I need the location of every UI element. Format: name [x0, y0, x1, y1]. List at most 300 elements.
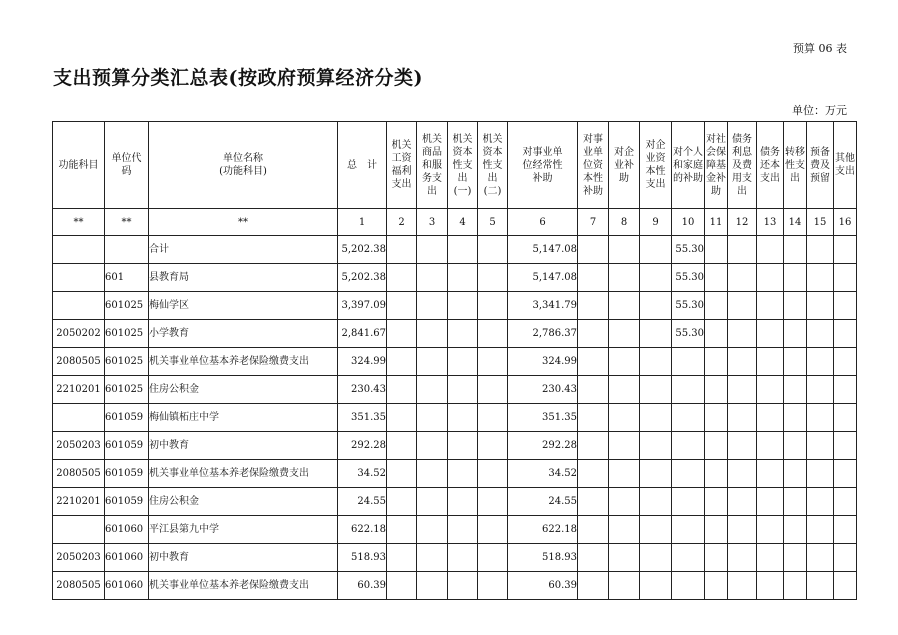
column-header-line: 费及: [810, 159, 830, 171]
empty-cell: [784, 404, 807, 432]
empty-cell: [417, 572, 448, 600]
column-index-cell: **: [105, 209, 149, 236]
column-index-cell: 4: [448, 209, 478, 236]
column-header-line: 还本: [760, 159, 780, 171]
column-header-line: 总 计: [347, 159, 377, 171]
household-subsidy-cell: [672, 432, 705, 460]
empty-cell: [728, 544, 757, 572]
empty-cell: [784, 236, 807, 264]
empty-cell: [578, 348, 609, 376]
column-header-1: [105, 122, 149, 209]
column-header-line: (一): [453, 185, 472, 197]
column-header-line: 单位名称: [223, 153, 263, 164]
total-cell: 5,202.38: [338, 264, 387, 292]
unit-code-cell: 601059: [105, 432, 149, 460]
column-header-line: 对事: [583, 133, 603, 145]
empty-cell: [578, 376, 609, 404]
empty-cell: [834, 236, 857, 264]
empty-cell: [705, 544, 728, 572]
empty-cell: [784, 376, 807, 404]
empty-cell: [609, 376, 640, 404]
institution-subsidy-cell: 518.93: [508, 544, 578, 572]
column-header-line: 出: [790, 172, 800, 184]
empty-cell: [807, 292, 834, 320]
empty-cell: [387, 544, 417, 572]
column-header-line: 债务: [760, 146, 780, 158]
table-row: [53, 320, 857, 348]
institution-subsidy-cell: 34.52: [508, 460, 578, 488]
empty-cell: [784, 432, 807, 460]
empty-cell: [784, 488, 807, 516]
column-header-17: [807, 122, 834, 209]
unit-code-cell: 601025: [105, 348, 149, 376]
table-row: [53, 264, 857, 292]
household-subsidy-cell: [672, 544, 705, 572]
empty-cell: [640, 348, 672, 376]
empty-cell: [807, 404, 834, 432]
empty-cell: [728, 376, 757, 404]
column-header-line: 金补: [706, 172, 726, 184]
empty-cell: [478, 320, 508, 348]
column-header-line: 务支: [422, 172, 442, 184]
empty-cell: [448, 292, 478, 320]
empty-cell: [387, 264, 417, 292]
institution-subsidy-cell: 230.43: [508, 376, 578, 404]
empty-cell: [578, 516, 609, 544]
empty-cell: [728, 236, 757, 264]
empty-cell: [417, 460, 448, 488]
empty-cell: [705, 460, 728, 488]
empty-cell: [640, 432, 672, 460]
empty-cell: [757, 432, 784, 460]
empty-cell: [834, 404, 857, 432]
column-header-9: [578, 122, 609, 209]
empty-cell: [757, 264, 784, 292]
empty-cell: [578, 320, 609, 348]
empty-cell: [478, 404, 508, 432]
empty-cell: [784, 264, 807, 292]
empty-cell: [834, 292, 857, 320]
column-header-line: 本性: [583, 172, 603, 184]
column-header-line: 单位代: [111, 153, 142, 164]
column-header-16: [784, 122, 807, 209]
table-row: [53, 376, 857, 404]
column-index-row: [53, 209, 857, 236]
total-cell: 3,397.09: [338, 292, 387, 320]
empty-cell: [757, 488, 784, 516]
empty-cell: [478, 236, 508, 264]
column-header-line: 利息: [732, 146, 752, 158]
column-index-cell: 6: [508, 209, 578, 236]
empty-cell: [417, 376, 448, 404]
empty-cell: [640, 544, 672, 572]
empty-cell: [478, 432, 508, 460]
function-code-cell: 2080505: [53, 572, 105, 600]
empty-cell: [757, 516, 784, 544]
empty-cell: [807, 460, 834, 488]
empty-cell: [448, 376, 478, 404]
function-code-cell: 2050202: [53, 320, 105, 348]
column-index-cell: **: [53, 209, 105, 236]
empty-cell: [757, 236, 784, 264]
column-header-line: 功能科目: [58, 159, 99, 171]
empty-cell: [578, 404, 609, 432]
column-header-line: 出: [487, 172, 498, 184]
empty-cell: [609, 404, 640, 432]
column-header-12: [672, 122, 705, 209]
unit-code-cell: 601025: [105, 376, 149, 404]
empty-cell: [807, 348, 834, 376]
column-header-line: 机关: [422, 133, 442, 145]
column-header-line: 补助: [532, 172, 553, 184]
empty-cell: [640, 376, 672, 404]
column-header-line: 及费: [732, 159, 752, 171]
empty-cell: [834, 544, 857, 572]
total-cell: 518.93: [338, 544, 387, 572]
empty-cell: [387, 404, 417, 432]
empty-cell: [807, 432, 834, 460]
function-code-cell: 2050203: [53, 544, 105, 572]
empty-cell: [448, 488, 478, 516]
empty-cell: [448, 348, 478, 376]
empty-cell: [705, 320, 728, 348]
empty-cell: [807, 544, 834, 572]
household-subsidy-cell: [672, 572, 705, 600]
empty-cell: [757, 572, 784, 600]
empty-cell: [807, 264, 834, 292]
empty-cell: [609, 292, 640, 320]
column-header-line: 出: [737, 185, 747, 197]
household-subsidy-cell: 55.30: [672, 264, 705, 292]
column-header-line: (功能科目): [219, 166, 267, 177]
column-header-line: 助: [619, 172, 629, 184]
household-subsidy-cell: 55.30: [672, 292, 705, 320]
empty-cell: [448, 404, 478, 432]
function-code-cell: [53, 236, 105, 264]
unit-name-cell: 初中教育: [149, 544, 338, 572]
empty-cell: [417, 320, 448, 348]
empty-cell: [728, 292, 757, 320]
table-row: [53, 432, 857, 460]
empty-cell: [705, 488, 728, 516]
empty-cell: [478, 460, 508, 488]
column-header-11: [640, 122, 672, 209]
total-cell: 230.43: [338, 376, 387, 404]
empty-cell: [705, 264, 728, 292]
empty-cell: [578, 264, 609, 292]
household-subsidy-cell: 55.30: [672, 236, 705, 264]
empty-cell: [478, 572, 508, 600]
empty-cell: [640, 320, 672, 348]
empty-cell: [387, 292, 417, 320]
institution-subsidy-cell: 24.55: [508, 488, 578, 516]
empty-cell: [448, 544, 478, 572]
unit-code-cell: 601025: [105, 320, 149, 348]
table-row: [53, 348, 857, 376]
function-code-cell: 2080505: [53, 348, 105, 376]
column-header-line: 和服: [422, 159, 442, 171]
column-header-line: 业资: [645, 153, 666, 164]
column-header-line: 债务: [732, 133, 752, 145]
empty-cell: [478, 516, 508, 544]
total-cell: 2,841.67: [338, 320, 387, 348]
table-row: [53, 516, 857, 544]
column-header-2: [149, 122, 338, 209]
household-subsidy-cell: [672, 404, 705, 432]
empty-cell: [417, 488, 448, 516]
empty-cell: [387, 488, 417, 516]
empty-cell: [417, 348, 448, 376]
empty-cell: [448, 460, 478, 488]
column-index-cell: 15: [807, 209, 834, 236]
institution-subsidy-cell: 5,147.08: [508, 264, 578, 292]
column-header-7: [478, 122, 508, 209]
empty-cell: [757, 404, 784, 432]
empty-cell: [609, 348, 640, 376]
column-header-10: [609, 122, 640, 209]
empty-cell: [784, 516, 807, 544]
unit-name-cell: 县教育局: [149, 264, 338, 292]
empty-cell: [609, 460, 640, 488]
empty-cell: [705, 376, 728, 404]
empty-cell: [705, 292, 728, 320]
column-header-line: 福利: [391, 166, 412, 177]
column-header-line: 对企: [645, 140, 666, 151]
household-subsidy-cell: 55.30: [672, 320, 705, 348]
table-row: [53, 544, 857, 572]
empty-cell: [807, 320, 834, 348]
column-header-line: 其他: [835, 153, 855, 164]
empty-cell: [417, 264, 448, 292]
empty-cell: [578, 432, 609, 460]
table-row: [53, 572, 857, 600]
unit-label: 单位：万元: [792, 104, 847, 117]
empty-cell: [417, 236, 448, 264]
column-header-line: 对事业单: [522, 146, 563, 158]
empty-cell: [807, 516, 834, 544]
empty-cell: [640, 264, 672, 292]
empty-cell: [387, 516, 417, 544]
total-cell: 324.99: [338, 348, 387, 376]
function-code-cell: [53, 292, 105, 320]
empty-cell: [807, 376, 834, 404]
column-header-line: 补助: [583, 185, 603, 197]
column-header-line: 会保: [706, 146, 726, 158]
institution-subsidy-cell: 60.39: [508, 572, 578, 600]
empty-cell: [478, 544, 508, 572]
empty-cell: [784, 348, 807, 376]
empty-cell: [609, 516, 640, 544]
column-header-line: 商品: [422, 146, 442, 158]
empty-cell: [834, 432, 857, 460]
institution-subsidy-cell: 622.18: [508, 516, 578, 544]
column-header-line: 支出: [391, 179, 412, 190]
empty-cell: [640, 516, 672, 544]
empty-cell: [784, 292, 807, 320]
total-cell: 5,202.38: [338, 236, 387, 264]
column-header-line: 支出: [835, 166, 855, 177]
empty-cell: [728, 488, 757, 516]
empty-cell: [609, 236, 640, 264]
empty-cell: [609, 264, 640, 292]
column-header-line: 工资: [391, 153, 412, 164]
household-subsidy-cell: [672, 516, 705, 544]
empty-cell: [705, 516, 728, 544]
column-index-cell: 16: [834, 209, 857, 236]
empty-cell: [387, 432, 417, 460]
empty-cell: [448, 516, 478, 544]
table-row: [53, 460, 857, 488]
function-code-cell: 2050203: [53, 432, 105, 460]
unit-name-cell: 住房公积金: [149, 376, 338, 404]
column-header-line: 支出: [760, 172, 780, 184]
empty-cell: [448, 572, 478, 600]
column-header-line: 出: [427, 185, 437, 197]
empty-cell: [640, 404, 672, 432]
empty-cell: [728, 432, 757, 460]
total-cell: 351.35: [338, 404, 387, 432]
column-header-3: [338, 122, 387, 209]
document-code: 预算 06 表: [793, 42, 847, 55]
empty-cell: [448, 264, 478, 292]
total-cell: 24.55: [338, 488, 387, 516]
empty-cell: [728, 348, 757, 376]
empty-cell: [478, 488, 508, 516]
empty-cell: [834, 572, 857, 600]
unit-code-cell: [105, 236, 149, 264]
column-header-line: 机关: [452, 133, 473, 145]
column-header-line: 性支: [785, 159, 805, 171]
column-header-6: [448, 122, 478, 209]
column-index-cell: 13: [757, 209, 784, 236]
empty-cell: [757, 348, 784, 376]
column-header-line: 码: [121, 166, 132, 177]
column-header-line: 对个人: [673, 146, 703, 158]
column-header-line: 资本: [482, 146, 503, 158]
empty-cell: [784, 460, 807, 488]
empty-cell: [578, 292, 609, 320]
unit-code-cell: 601: [105, 264, 149, 292]
unit-name-cell: 机关事业单位基本养老保险缴费支出: [149, 348, 338, 376]
empty-cell: [578, 488, 609, 516]
column-index-cell: **: [149, 209, 338, 236]
column-index-cell: 3: [417, 209, 448, 236]
column-index-cell: 9: [640, 209, 672, 236]
column-header-line: (二): [483, 185, 502, 197]
column-header-line: 本性: [645, 166, 666, 177]
empty-cell: [705, 236, 728, 264]
empty-cell: [834, 516, 857, 544]
empty-cell: [705, 572, 728, 600]
institution-subsidy-cell: 2,786.37: [508, 320, 578, 348]
empty-cell: [478, 376, 508, 404]
empty-cell: [578, 460, 609, 488]
empty-cell: [609, 488, 640, 516]
empty-cell: [417, 544, 448, 572]
column-header-line: 机关: [391, 140, 412, 151]
column-header-14: [728, 122, 757, 209]
function-code-cell: [53, 516, 105, 544]
empty-cell: [387, 572, 417, 600]
empty-cell: [640, 460, 672, 488]
unit-name-cell: 住房公积金: [149, 488, 338, 516]
empty-cell: [784, 544, 807, 572]
column-index-cell: 5: [478, 209, 508, 236]
empty-cell: [417, 292, 448, 320]
institution-subsidy-cell: 3,341.79: [508, 292, 578, 320]
column-header-8: [508, 122, 578, 209]
unit-code-cell: 601059: [105, 488, 149, 516]
table-row: [53, 404, 857, 432]
unit-name-cell: 机关事业单位基本养老保险缴费支出: [149, 572, 338, 600]
table-row: [53, 292, 857, 320]
empty-cell: [705, 404, 728, 432]
unit-name-cell: 梅仙镇柘庄中学: [149, 404, 338, 432]
empty-cell: [448, 236, 478, 264]
column-header-line: 预留: [810, 172, 830, 184]
institution-subsidy-cell: 292.28: [508, 432, 578, 460]
column-index-cell: 12: [728, 209, 757, 236]
empty-cell: [609, 432, 640, 460]
unit-code-cell: 601060: [105, 572, 149, 600]
column-header-line: 资本: [452, 146, 473, 158]
empty-cell: [834, 488, 857, 516]
empty-cell: [807, 488, 834, 516]
column-index-cell: 10: [672, 209, 705, 236]
empty-cell: [478, 348, 508, 376]
column-index-cell: 8: [609, 209, 640, 236]
total-cell: 60.39: [338, 572, 387, 600]
empty-cell: [784, 572, 807, 600]
column-header-line: 位资: [583, 159, 603, 171]
empty-cell: [757, 544, 784, 572]
institution-subsidy-cell: 5,147.08: [508, 236, 578, 264]
column-header-line: 业补: [614, 159, 634, 171]
empty-cell: [705, 348, 728, 376]
column-index-cell: 11: [705, 209, 728, 236]
unit-code-cell: 601060: [105, 516, 149, 544]
column-index-cell: 7: [578, 209, 609, 236]
total-cell: 292.28: [338, 432, 387, 460]
empty-cell: [728, 320, 757, 348]
column-index-cell: 14: [784, 209, 807, 236]
empty-cell: [578, 572, 609, 600]
empty-cell: [807, 236, 834, 264]
empty-cell: [417, 516, 448, 544]
empty-cell: [834, 376, 857, 404]
empty-cell: [757, 376, 784, 404]
function-code-cell: 2210201: [53, 488, 105, 516]
empty-cell: [417, 404, 448, 432]
column-header-line: 位经常性: [522, 159, 563, 171]
column-header-line: 对社: [706, 133, 726, 145]
column-header-line: 业单: [583, 146, 603, 158]
function-code-cell: [53, 404, 105, 432]
empty-cell: [807, 572, 834, 600]
unit-name-cell: 初中教育: [149, 432, 338, 460]
column-header-15: [757, 122, 784, 209]
unit-name-cell: 梅仙学区: [149, 292, 338, 320]
function-code-cell: 2080505: [53, 460, 105, 488]
column-header-4: [387, 122, 417, 209]
empty-cell: [728, 404, 757, 432]
column-header-0: [53, 122, 105, 209]
empty-cell: [478, 292, 508, 320]
table-row: [53, 236, 857, 264]
unit-code-cell: 601059: [105, 460, 149, 488]
column-header-line: 转移: [785, 146, 805, 158]
empty-cell: [448, 432, 478, 460]
